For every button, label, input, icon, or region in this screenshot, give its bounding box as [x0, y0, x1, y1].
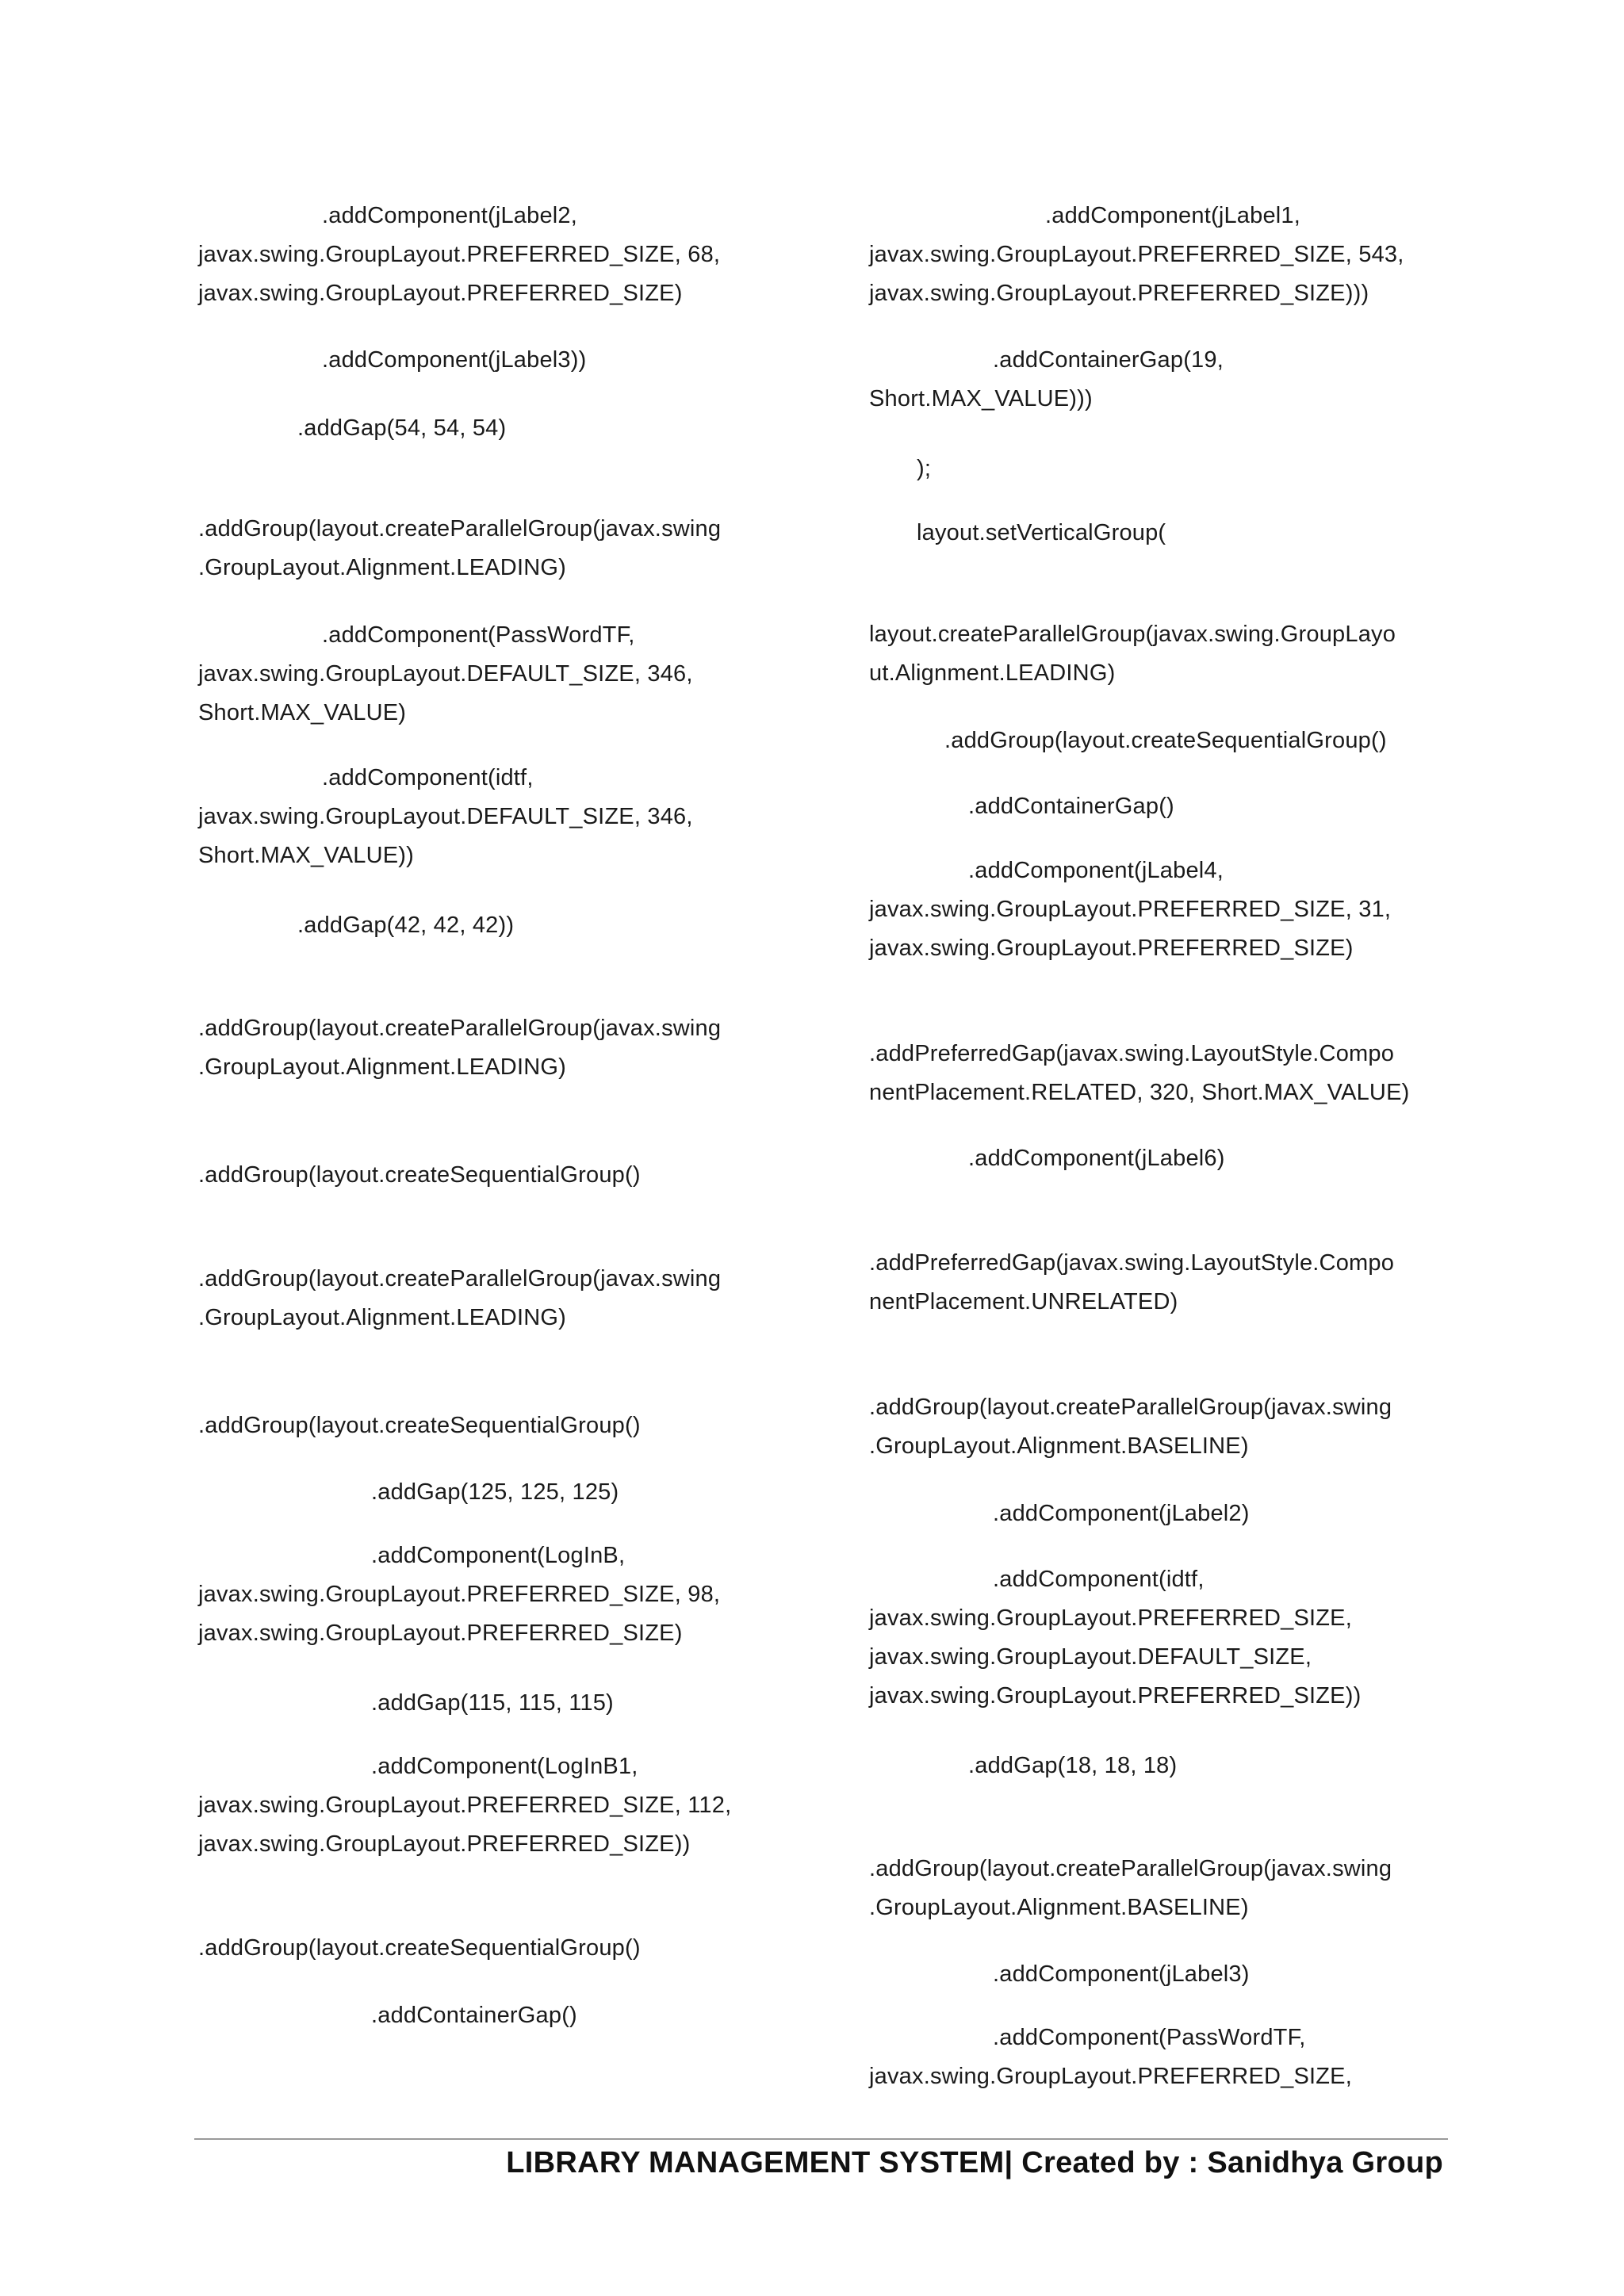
code-line: .GroupLayout.Alignment.BASELINE): [869, 1895, 1249, 1920]
footer-divider: [194, 2138, 1448, 2140]
code-line: nentPlacement.RELATED, 320, Short.MAX_VALUE): [869, 1080, 1410, 1105]
code-line: .addComponent(LogInB1,: [371, 1754, 638, 1779]
code-line: javax.swing.GroupLayout.PREFERRED_SIZE): [198, 281, 683, 306]
code-line: javax.swing.GroupLayout.PREFERRED_SIZE, 31,: [869, 897, 1392, 922]
left-code-paragraph: [198, 759, 693, 875]
code-line: javax.swing.GroupLayout.PREFERRED_SIZE)): [869, 1683, 1362, 1709]
left-code-paragraph: [198, 1260, 721, 1337]
right-code-paragraph: [869, 615, 1396, 693]
left-code-paragraph: [198, 906, 514, 945]
code-line: .addComponent(jLabel2,: [322, 203, 578, 228]
left-code-paragraph: [198, 1929, 641, 1968]
code-line: .addGroup(layout.createSequentialGroup(): [944, 728, 1387, 753]
left-code-paragraph: [198, 409, 506, 448]
right-code-paragraph: [869, 1035, 1409, 1112]
code-line: .GroupLayout.Alignment.LEADING): [198, 555, 566, 580]
code-line: .addPreferredGap(javax.swing.LayoutStyle.Compo: [869, 1250, 1395, 1276]
code-line: javax.swing.GroupLayout.DEFAULT_SIZE, 346,: [198, 804, 693, 829]
code-line: javax.swing.GroupLayout.PREFERRED_SIZE, 68,: [198, 242, 721, 267]
right-code-paragraph: [869, 1955, 1250, 1994]
code-line: javax.swing.GroupLayout.DEFAULT_SIZE,: [869, 1644, 1312, 1670]
left-code-paragraph: [198, 1473, 619, 1512]
code-line: .addGroup(layout.createParallelGroup(javax.swing: [198, 1266, 722, 1292]
left-code-paragraph: [198, 616, 693, 733]
code-line: nentPlacement.UNRELATED): [869, 1289, 1178, 1314]
code-line: .addGap(54, 54, 54): [297, 415, 507, 441]
right-code-paragraph: [869, 1747, 1177, 1785]
code-line: .addGap(125, 125, 125): [371, 1479, 619, 1505]
left-code-paragraph: [198, 1996, 577, 2035]
code-line: .addComponent(LogInB,: [371, 1543, 626, 1568]
right-code-paragraph: [869, 1850, 1392, 1927]
code-line: .addGap(42, 42, 42)): [297, 913, 515, 938]
code-line: .addGap(18, 18, 18): [968, 1753, 1178, 1778]
right-code-paragraph: [869, 1388, 1392, 1466]
code-line: .addContainerGap(): [968, 794, 1174, 819]
code-line: javax.swing.GroupLayout.PREFERRED_SIZE): [869, 936, 1354, 961]
code-line: Short.MAX_VALUE))): [869, 386, 1093, 411]
code-line: .addComponent(jLabel4,: [968, 858, 1224, 883]
code-line: .addGroup(layout.createParallelGroup(javax.swing: [869, 1395, 1392, 1420]
code-line: .addGroup(layout.createSequentialGroup(): [198, 1162, 641, 1188]
right-code-paragraph: [869, 2019, 1352, 2096]
right-code-paragraph: [869, 341, 1224, 419]
code-line: javax.swing.GroupLayout.PREFERRED_SIZE, 112,: [198, 1793, 732, 1818]
right-code-paragraph: [869, 514, 1166, 553]
code-line: .addPreferredGap(javax.swing.LayoutStyle.Compo: [869, 1041, 1395, 1066]
left-code-paragraph: [198, 197, 720, 313]
code-line: .GroupLayout.Alignment.LEADING): [198, 1054, 566, 1080]
code-line: javax.swing.GroupLayout.PREFERRED_SIZE, 543,: [869, 242, 1404, 267]
code-line: layout.setVerticalGroup(: [917, 520, 1166, 545]
left-code-paragraph: [198, 1156, 641, 1195]
code-line: .addComponent(jLabel3): [993, 1961, 1250, 1987]
right-code-paragraph: [869, 1139, 1225, 1178]
left-code-paragraph: [198, 341, 586, 380]
left-code-paragraph: [198, 1536, 720, 1653]
right-code-paragraph: [869, 787, 1174, 826]
right-code-paragraph: [869, 197, 1404, 313]
code-line: ut.Alignment.LEADING): [869, 660, 1116, 686]
right-code-paragraph: [869, 1494, 1250, 1533]
left-code-paragraph: [198, 1009, 721, 1087]
left-code-paragraph: [198, 1747, 731, 1864]
code-line: javax.swing.GroupLayout.PREFERRED_SIZE,: [869, 1605, 1352, 1631]
right-code-paragraph: [869, 851, 1391, 968]
code-line: .addComponent(idtf,: [993, 1567, 1205, 1592]
code-line: );: [917, 456, 932, 481]
code-line: .addComponent(idtf,: [322, 765, 534, 790]
code-line: .addGroup(layout.createParallelGroup(javax.swing: [869, 1856, 1392, 1881]
code-line: layout.createParallelGroup(javax.swing.GroupLayo: [869, 622, 1396, 647]
code-line: .addComponent(jLabel3)): [322, 347, 587, 373]
code-line: .addGroup(layout.createSequentialGroup(): [198, 1413, 641, 1438]
code-line: .GroupLayout.Alignment.BASELINE): [869, 1433, 1249, 1459]
code-line: javax.swing.GroupLayout.DEFAULT_SIZE, 346,: [198, 661, 693, 687]
code-line: .addGroup(layout.createParallelGroup(javax.swing: [198, 516, 722, 541]
code-line: .addComponent(PassWordTF,: [993, 2025, 1306, 2050]
code-line: .addComponent(jLabel1,: [1045, 203, 1301, 228]
code-line: .addComponent(jLabel2): [993, 1501, 1250, 1526]
left-code-paragraph: [198, 1684, 614, 1723]
left-code-paragraph: [198, 1406, 641, 1445]
right-code-paragraph: [869, 721, 1387, 760]
code-line: .addContainerGap(19,: [993, 347, 1224, 373]
code-line: .addGroup(layout.createSequentialGroup(): [198, 1935, 641, 1961]
code-line: Short.MAX_VALUE)): [198, 843, 415, 868]
code-line: .GroupLayout.Alignment.LEADING): [198, 1305, 566, 1330]
code-line: javax.swing.GroupLayout.PREFERRED_SIZE,: [869, 2064, 1352, 2089]
right-code-paragraph: [869, 450, 931, 488]
code-line: .addContainerGap(): [371, 2003, 577, 2028]
code-line: .addComponent(PassWordTF,: [322, 622, 635, 648]
left-code-paragraph: [198, 510, 721, 587]
code-line: javax.swing.GroupLayout.PREFERRED_SIZE)): [198, 1831, 691, 1857]
code-line: javax.swing.GroupLayout.PREFERRED_SIZE))): [869, 281, 1369, 306]
right-code-paragraph: [869, 1244, 1394, 1322]
code-line: .addComponent(jLabel6): [968, 1146, 1225, 1171]
code-line: .addGroup(layout.createParallelGroup(javax.swing: [198, 1016, 722, 1041]
code-line: .addGap(115, 115, 115): [371, 1690, 614, 1716]
code-line: javax.swing.GroupLayout.PREFERRED_SIZE, 98,: [198, 1582, 721, 1607]
code-line: Short.MAX_VALUE): [198, 700, 407, 725]
footer-title: LIBRARY MANAGEMENT SYSTEM| Created by : Sanidhya Group: [506, 2146, 1443, 2179]
code-line: javax.swing.GroupLayout.PREFERRED_SIZE): [198, 1621, 683, 1646]
right-code-paragraph: [869, 1560, 1361, 1716]
